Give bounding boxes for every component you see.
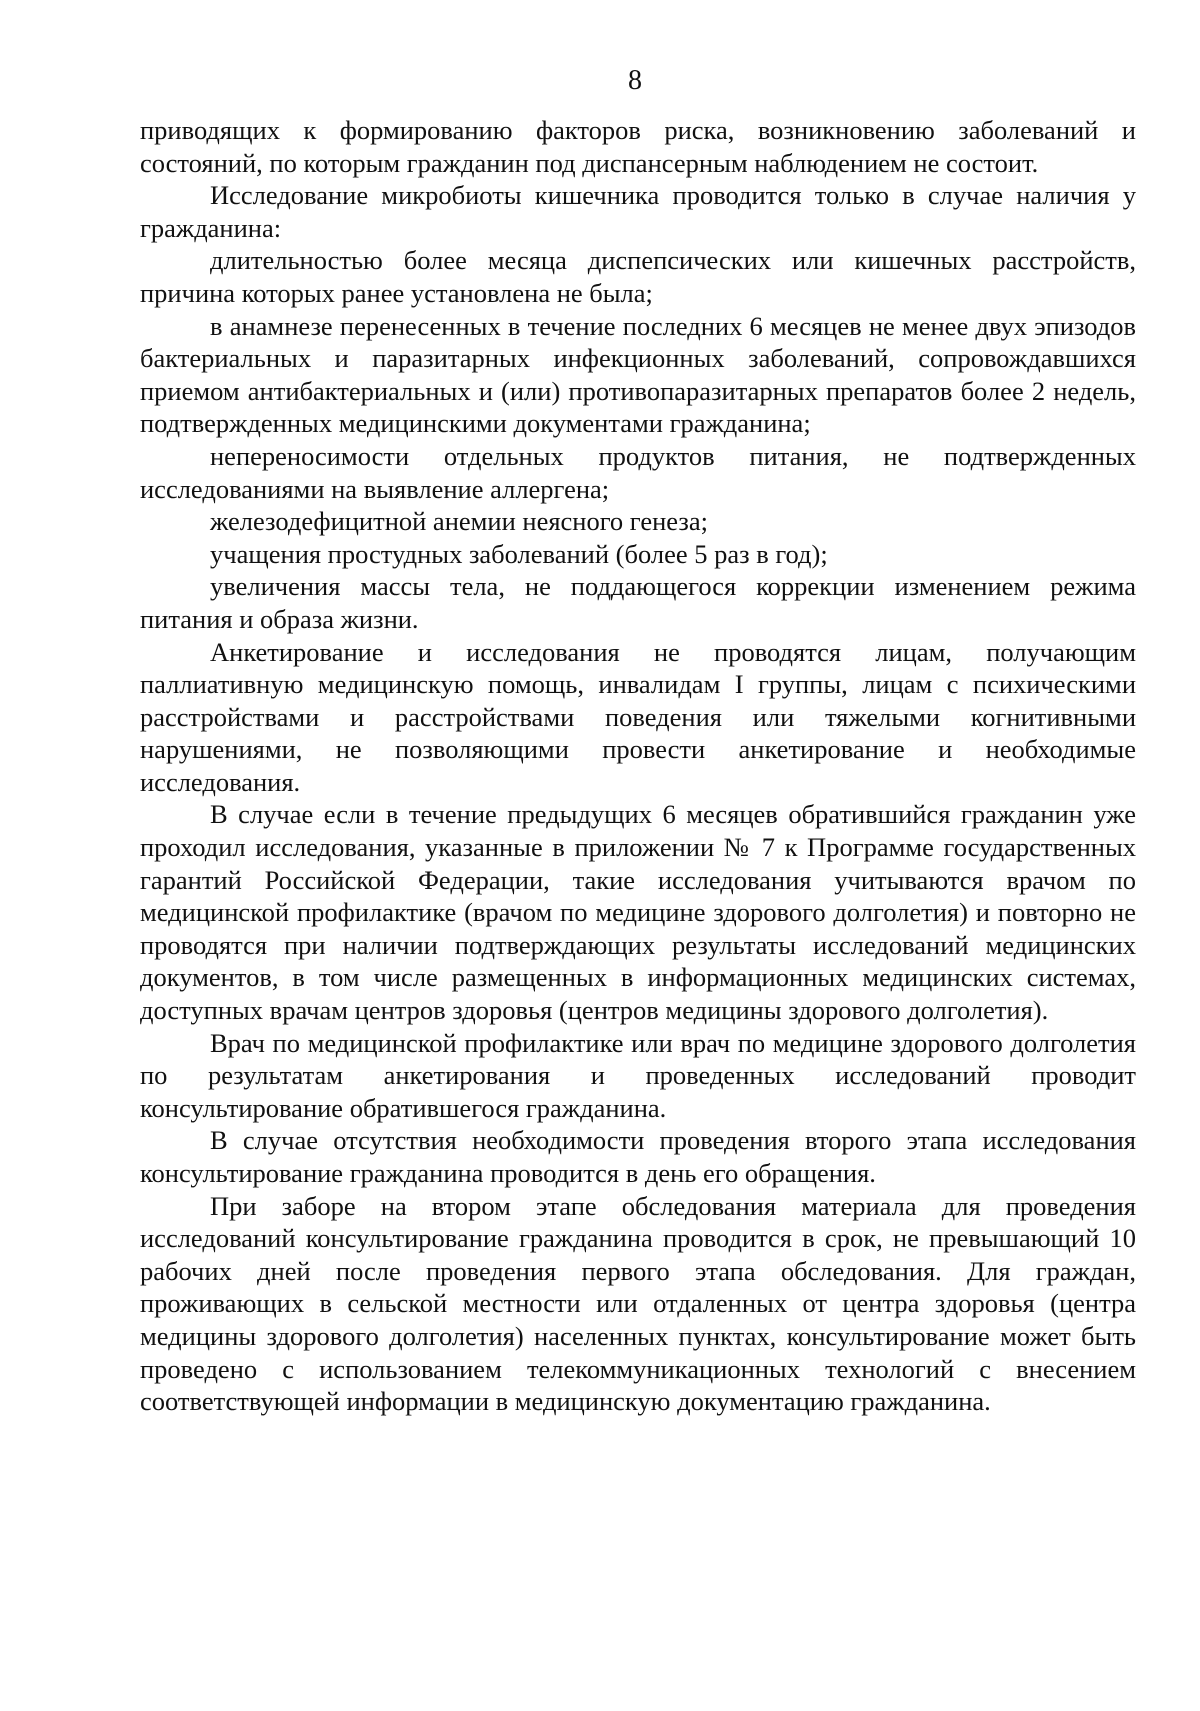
paragraph-condition-infections: в анамнезе перенесенных в течение последних 6 месяцев не менее двух эпизодов бактериальных и паразитарных инфекционных заболеваний, сопровождавшихся приемом антибактериальных и (или) противопаразитарных препаратов более 2 недель, подтвержденных медицинскими документами гражданина; bbox=[140, 310, 1136, 439]
document-body bbox=[140, 114, 1136, 1418]
paragraph-continuation: приводящих к формированию факторов риска, возникновению заболеваний и состояний, по которым гражданин под диспансерным наблюдением не состоит. bbox=[140, 115, 1136, 178]
paragraph-exclusions: Анкетирование и исследования не проводятся лицам, получающим паллиативную медицинскую помощь, инвалидам I группы, лицам с психическими расстройствами и расстройствами поведения или тяжелыми когнитивными нарушениями, не позволяющими провести анкетирование и необходимые исследования. bbox=[140, 636, 1136, 797]
paragraph-condition-anemia: железодефицитной анемии неясного генеза; bbox=[210, 506, 708, 537]
paragraph-second-stage: При заборе на втором этапе обследования материала для проведения исследований консультирование гражданина проводится в срок, не превышающий 10 рабочих дней после проведения первого этапа обследования. Для граждан, проживающих в сельской местности или отдаленных от центра здоровья (центра медицины здорового долголетия) населенных пунктах, консультирование может быть проведено с использованием телекоммуникационных технологий с внесением соответствующей информации в медицинскую документацию гражданина. bbox=[140, 1190, 1136, 1417]
paragraph-condition-weight: увеличения массы тела, не поддающегося коррекции изменением режима питания и образа жизни. bbox=[140, 571, 1136, 634]
paragraph-microbiota-intro: Исследование микробиоты кишечника проводится только в случае наличия у гражданина: bbox=[140, 180, 1136, 243]
page-number: 8 bbox=[628, 65, 642, 96]
paragraph-previous-tests: В случае если в течение предыдущих 6 месяцев обратившийся гражданин уже проходил исследования, указанные в приложении № 7 к Программе государственных гарантий Российской Федерации, такие исследования учитываются врачом по медицинской профилактике (врачом по медицине здорового долголетия) и повторно не проводятся при наличии подтверждающих результаты исследований медицинских документов, в том числе размещенных в информационных медицинских системах, доступных врачам центров здоровья (центров медицины здорового долголетия). bbox=[140, 799, 1136, 1026]
paragraph-consultation: Врач по медицинской профилактике или врач по медицине здорового долголетия по результатам анкетирования и проведенных исследований проводит консультирование обратившегося гражданина. bbox=[140, 1027, 1136, 1123]
paragraph-condition-colds: учащения простудных заболеваний (более 5 раз в год); bbox=[210, 538, 828, 569]
paragraph-same-day: В случае отсутствия необходимости проведения второго этапа исследования консультирование гражданина проводится в день его обращения. bbox=[140, 1125, 1136, 1188]
paragraph-condition-food-intolerance: непереносимости отдельных продуктов питания, не подтвержденных исследованиями на выявление аллергена; bbox=[140, 440, 1136, 504]
paragraph-condition-dyspepsia: длительностью более месяца диспепсических или кишечных расстройств, причина которых ранее установлена не была; bbox=[140, 245, 1136, 308]
